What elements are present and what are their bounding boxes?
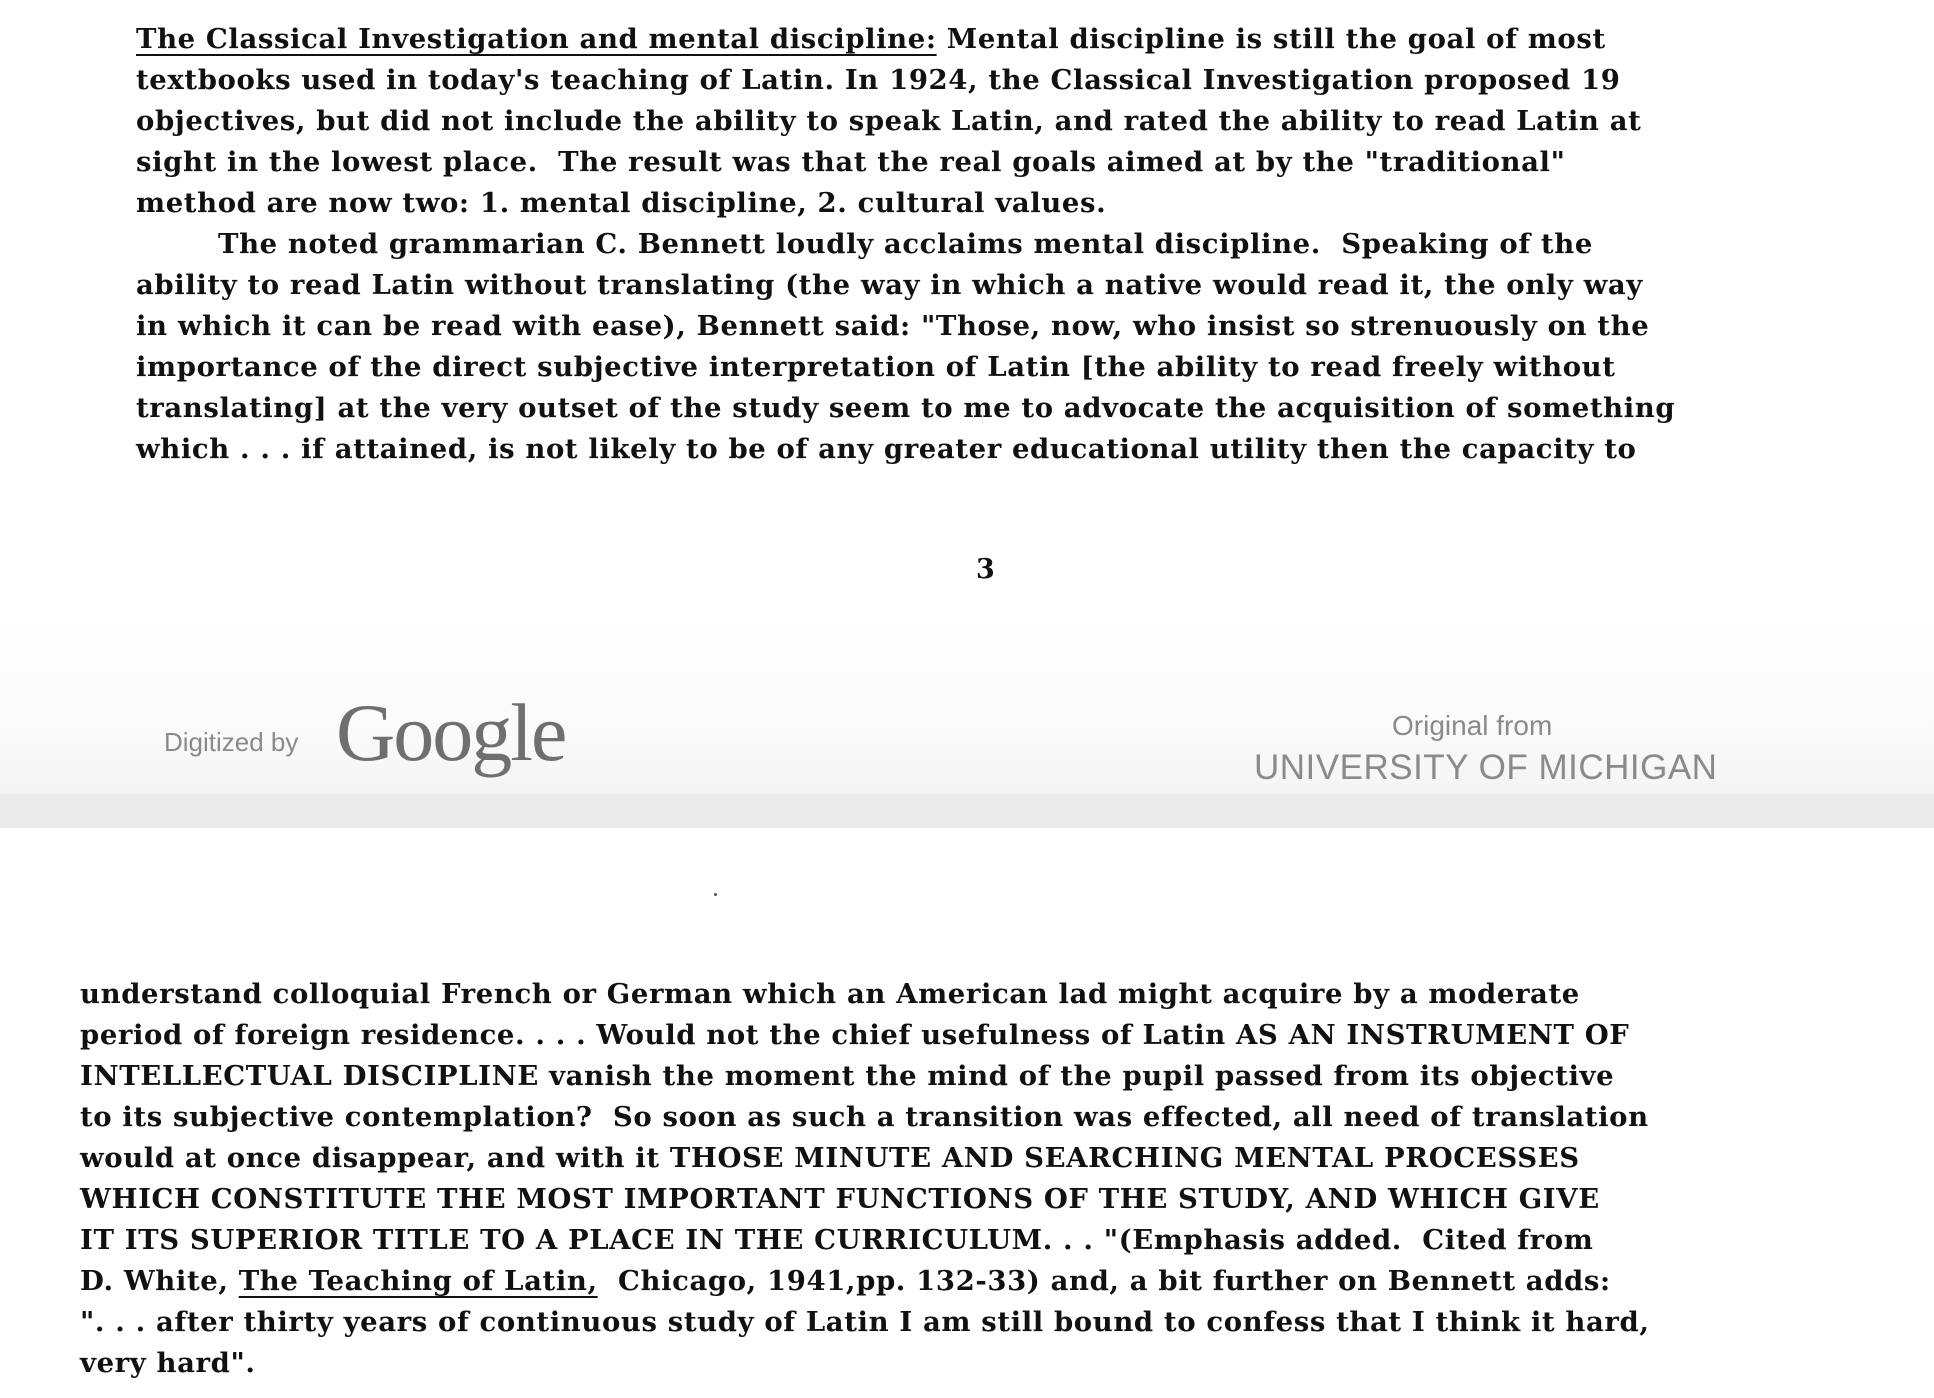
text-line: sight in the lowest place. The result was that the real goals aimed at by the "traditional" <box>136 146 1566 178</box>
text-line: translating] at the very outset of the study seem to me to advocate the acquisition of something <box>136 392 1676 424</box>
text-line: INTELLECTUAL DISCIPLINE vanish the moment the mind of the pupil passed from its objective <box>80 1060 1615 1092</box>
text-line: ". . . after thirty years of continuous study of Latin I am still bound to confess that I think it hard, <box>80 1306 1650 1338</box>
citation-rest: Chicago, 1941,pp. 132-33) and, a bit further on Bennett adds: <box>597 1265 1611 1297</box>
book-title: The Teaching of Latin, <box>238 1265 598 1297</box>
scan-speck <box>714 893 717 896</box>
university-label: UNIVERSITY OF MICHIGAN <box>1254 748 1718 787</box>
text-line: period of foreign residence. . . . Would not the chief usefulness of Latin AS AN INSTRUMENT OF <box>80 1019 1630 1051</box>
text-line: The noted grammarian C. Bennett loudly acclaims mental discipline. Speaking of the <box>218 228 1593 260</box>
top-page-text <box>136 19 1856 470</box>
text-line: objectives, but did not include the ability to speak Latin, and rated the ability to read Latin at <box>136 105 1642 137</box>
text-line <box>136 19 1856 60</box>
text-line: very hard". <box>80 1347 256 1379</box>
google-logo: Google <box>336 687 566 778</box>
text-line: WHICH CONSTITUTE THE MOST IMPORTANT FUNCTIONS OF THE STUDY, AND WHICH GIVE <box>80 1183 1600 1215</box>
text-line-rest: Mental discipline is still the goal of most <box>936 23 1606 55</box>
text-line: importance of the direct subjective interpretation of Latin [the ability to read freely without <box>136 351 1616 383</box>
text-line: to its subjective contemplation? So soon as such a transition was effected, all need of translation <box>80 1101 1649 1133</box>
citation-start: D. White, <box>80 1265 239 1297</box>
digitized-by-label: Digitized by <box>164 727 299 757</box>
text-line <box>80 1261 1860 1302</box>
text-line: method are now two: 1. mental discipline, 2. cultural values. <box>136 187 1107 219</box>
text-line: ability to read Latin without translating (the way in which a native would read it, the only way <box>136 269 1643 301</box>
bottom-page-text <box>80 974 1860 1384</box>
original-from-label: Original from <box>1392 710 1553 741</box>
text-line: IT ITS SUPERIOR TITLE TO A PLACE IN THE CURRICULUM. . . "(Emphasis added. Cited from <box>80 1224 1594 1256</box>
text-line: understand colloquial French or German which an American lad might acquire by a moderate <box>80 978 1580 1010</box>
text-line: textbooks used in today's teaching of Latin. In 1924, the Classical Investigation proposed 19 <box>136 64 1621 96</box>
text-line: in which it can be read with ease), Bennett said: "Those, now, who insist so strenuously on the <box>136 310 1650 342</box>
section-heading: The Classical Investigation and mental discipline: <box>136 23 937 55</box>
page-number: 3 <box>976 554 995 585</box>
page-separator <box>0 794 1934 828</box>
text-line: would at once disappear, and with it THOSE MINUTE AND SEARCHING MENTAL PROCESSES <box>80 1142 1580 1174</box>
text-line: which . . . if attained, is not likely to be of any greater educational utility then the capacity to <box>136 433 1637 465</box>
